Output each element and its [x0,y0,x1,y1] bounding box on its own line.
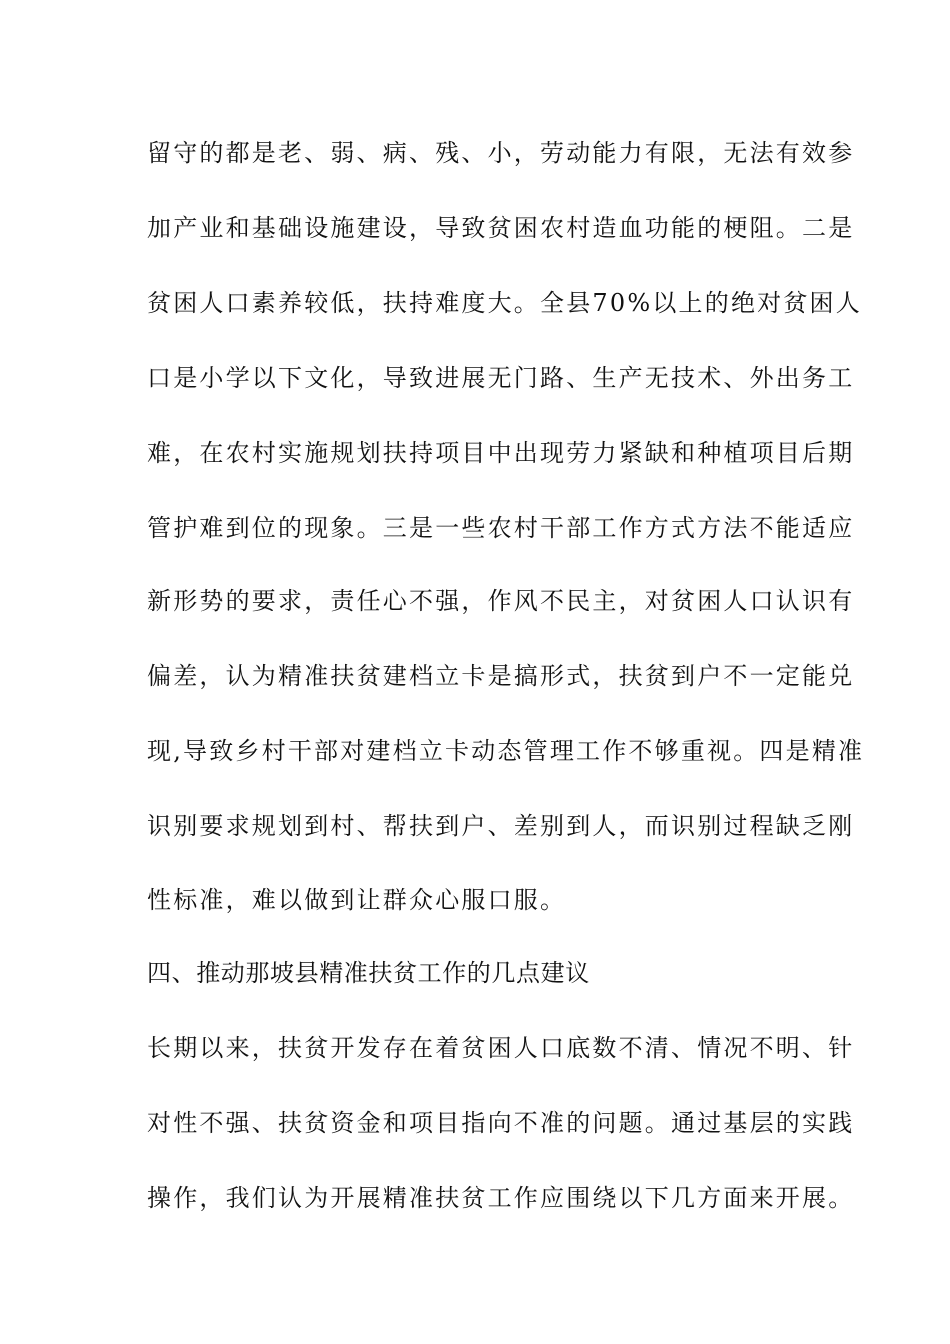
paragraph-line: 现,导致乡村干部对建档立卡动态管理工作不够重视。四是精准 [147,737,865,765]
paragraph-line: 对性不强、扶贫资金和项目指向不准的问题。通过基层的实践 [147,1109,855,1137]
paragraph-line: 长期以来，扶贫开发存在着贫困人口底数不清、情况不明、针 [147,1034,855,1062]
paragraph-line: 识别要求规划到村、帮扶到户、差别到人，而识别过程缺乏刚 [147,812,855,840]
paragraph-line: 性标准，难以做到让群众心服口服。 [147,886,567,914]
paragraph-line: 贫困人口素养较低，扶持难度大。全县70%以上的绝对贫困人 [147,289,862,317]
paragraph-line: 管护难到位的现象。三是一些农村干部工作方式方法不能适应 [147,514,855,542]
paragraph-line: 留守的都是老、弱、病、残、小，劳动能力有限，无法有效参 [147,139,855,167]
section-heading: 四、推动那坡县精准扶贫工作的几点建议 [147,959,590,987]
paragraph-line: 加产业和基础设施建设，导致贫困农村造血功能的梗阻。二是 [147,214,855,242]
paragraph-line: 新形势的要求，责任心不强，作风不民主，对贫困人口认识有 [147,587,855,615]
paragraph-line: 口是小学以下文化，导致进展无门路、生产无技术、外出务工 [147,364,855,392]
paragraph-line: 难，在农村实施规划扶持项目中出现劳力紧缺和种植项目后期 [147,439,855,467]
paragraph-line: 操作，我们认为开展精准扶贫工作应围绕以下几方面来开展。 [147,1184,855,1212]
paragraph-line: 偏差，认为精准扶贫建档立卡是搞形式，扶贫到户不一定能兑 [147,662,855,690]
